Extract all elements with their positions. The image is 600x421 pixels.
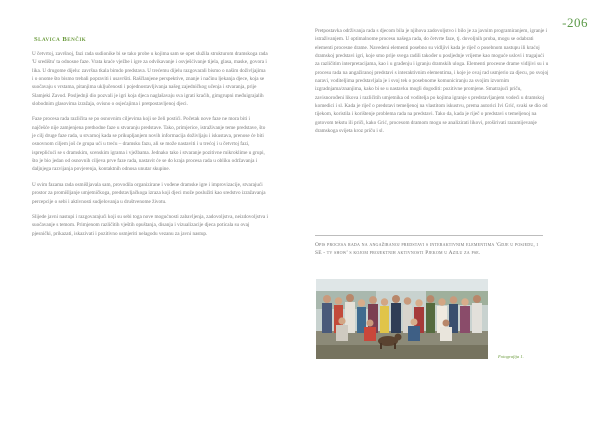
group-photo-illustration (316, 279, 488, 359)
paragraph: Slijede javni nastupi i razgovarajući koji su sebi toga nove mogućnosti zabavljenja, zadovoljstva, neizdovoljstva i suočavanje s temom. Primjenom različitih vještih opuštanja, disanja i vizualizacije djeca poticala su ovaj pjesnički, prikazati, iskazivati i pozitivno usmjeriti nelagodu vezanu za javni nastup. (32, 213, 268, 237)
paragraph: Pretpostavka održivanja rada s djecom bila je njihova zadovoljstvo i bilo je za javnim programiranjem, igranje i istraživanjem. U optimalnome procesu našega rada, do četvrte faze, tj. dovoljnih proba, mogu se odabrati elementi procesne drame. Navedeni elementi posebno su vidljivi kada je riječ o posebnom nastupu ili kraćoj dramskoj predstavi igri, koje smo prije svega radili također u posljednje vrijeme kao moguće uslovi i tragajući za različitim interpretacijama, kao i u građenju i igranju dramskih uloga. Elementi procesne drame vidljivi su i u procesu rada na angažiranoj predstavi s interaktivnim elementima, i koje je ovaj rad usmjerio za djecu, po svojoj naravi, voditeljima predstavljala je i svoj tek o posebnome komuniciranju za svojim izvornim izgradnjama/znanjima, kako bi se u nastavku mogli dogoditi: pozitivne promjene. Smatrajući priču, zavisnorođeni likova i različitih umjetnika od voditelja po kojima igranje s predstavljanjem vodeći u dramskoj komedici i sl. Kada je riječ o predstavi temeljenoj na vlastitom iskustvu, prema autorici Ivi Grić, svaki se dio od tijekom, koristila i korištenje problema rada na predstavi. Tako da, kada je riječ o predstavi s temeljenoj na gotovom tekstu ili priči, kako Grić, procesom dramom mogu se analizirati likovi, proširivati razumijevanje dramskoga svijeta kroz priču i sl. (315, 28, 549, 135)
author-heading: Slavica Benčik (34, 36, 87, 43)
right-column (315, 27, 549, 142)
paragraph: U svim fazama rada osmišljavala sam, provodila organizirane i vođene dramske igre i improvizacije, stvarajući prostor za promišljanje umjetničkoga, predstavljačkoga izraza koji djeci može poslužiti kao sredstvo izražavanja percepcije o sebi i aktivnosti sudjelovanja u društvenome životu. (32, 181, 266, 205)
paragraph: U četvrtoj, završnoj, fazi rada sudionike bi se tako probe u kojima sam se opet služila strukturom dramskoga rada 'U središtu' ta odnosne faze. Vrata kraće vježbe i igre za odvikavanje i osvješćivanje tijela, glasa, maske, govora i lika. U drugome dijelu: završna tkala bimdo predstava. U trećemu dijelu razgovarali bismo o našim doživljajima i o onome što bismo trebali popraviti i usavršiti. Raščlanjene perspektive, znanje i načinu ljekanja djece, koja se suočavaju s vrstama, pitanjima uključenosti i pojednostavljivanja našeg zajedničkog učenja i stvaranja, prije Slamjeki Zavod. Posljednji dio pozvali je igri koja djeca naglašavaju sva igrati kraćih, gimgrupni međuigrajalih slobodnim glasovima izražaja, ovisno o osjećajima i pretpostavljenoj djeci. (32, 51, 268, 108)
group-photo (316, 279, 488, 359)
photo-caption: Fotografija 1. (498, 354, 524, 359)
page-number: -206 (562, 15, 588, 30)
photo-caption-heading: Opis procesa rada na angažiranoj predstavi s interaktivnim elementima 'Gdje u posjedu, i SE - tv show' s kojom projektnih aktivnosti Pjekom u Azilu za psе. (315, 241, 541, 257)
paragraph: Faze procesa rada različita se po osnovnim ciljevima koji se želi postići. Početak nove faze ne mora biti i najčešće nije zamjenjena prethodne faze u stvaranju predstave. Tako, primjerice, istraživanje teme predstave, što je cilj druge faze rada, u stvarnoj kada se prikupljanjem novih informacija doživljaju i iskustava, prenose će biti osnovnom ciljem još će grupa ući u treću – dramsku fazu, ali se može nastaviti i u trećoj i u četvrtoj fazi, ispreplićući se s dramskim, scenskim igrama i vježbama. Jednako tako i stvaranje pozitivne mikroklime u grupi, što je bio jedan od osnovnih ciljeva prve faze rada, nastavit će se do kraja procesa rada u obliku održavanja i daljnjega razvijanja povjerenja, kontaktnih odnosa unutar skupine. (32, 116, 266, 173)
left-column (32, 50, 268, 245)
